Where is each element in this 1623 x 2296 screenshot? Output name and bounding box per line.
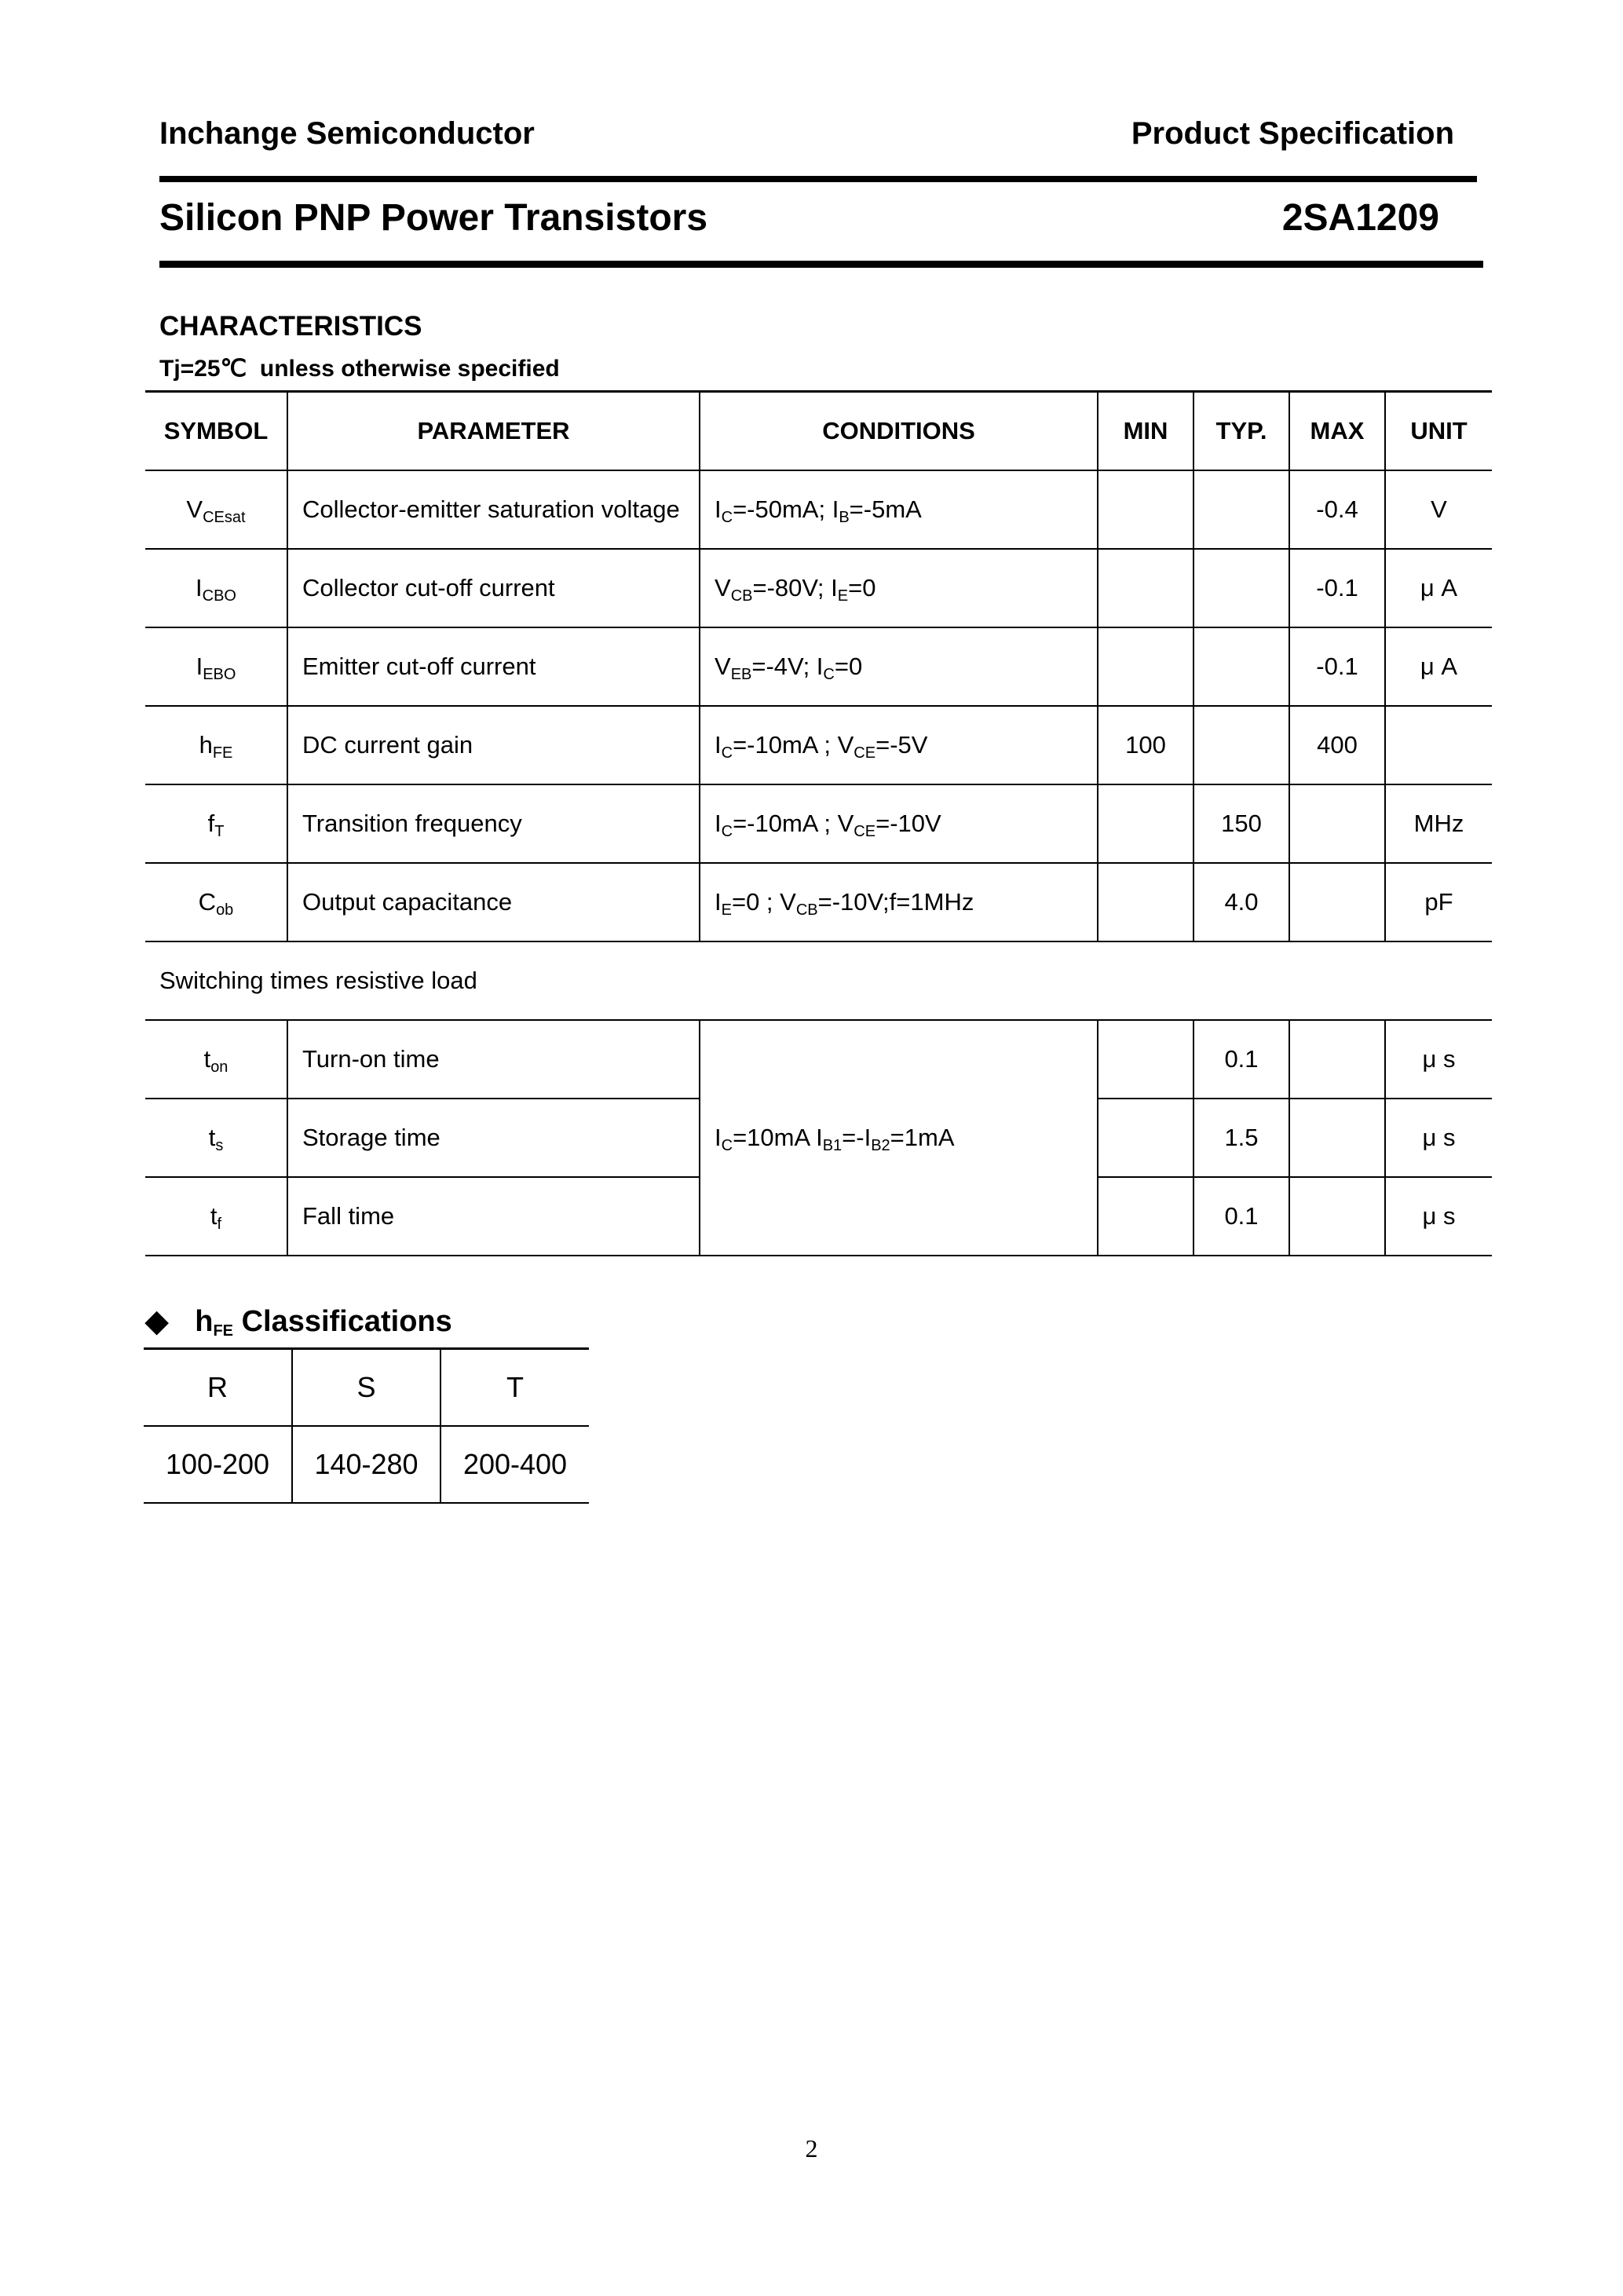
symbol-letter: V (186, 495, 203, 523)
condition-text: =1mA (890, 1124, 955, 1151)
symbol-letter: f (207, 810, 215, 837)
conditions-cell (700, 1020, 1098, 1256)
hfe-classifications-heading (145, 1303, 452, 1339)
column-header-unit: UNIT (1385, 392, 1492, 471)
temperature-condition: Tj=25℃ unless otherwise specified (159, 356, 560, 382)
hfe-class-r: R (144, 1349, 292, 1427)
max-cell (1289, 784, 1385, 863)
product-title: Silicon PNP Power Transistors (159, 197, 708, 239)
typ-cell: 0.1 (1193, 1020, 1289, 1099)
table-row (145, 627, 1492, 706)
parameter-cell: Output capacitance (287, 863, 700, 941)
condition-text: =-4V; I (751, 653, 824, 680)
condition-subscript: B1 (822, 1137, 843, 1154)
max-cell (1289, 1099, 1385, 1177)
unit-cell: μ A (1385, 627, 1492, 706)
hfe-range-row (144, 1426, 589, 1503)
hfe-title-symbol: h (195, 1305, 214, 1338)
hfe-range-t: 200-400 (440, 1426, 589, 1503)
symbol-letter: I (196, 574, 203, 601)
condition-text: =-10mA ; V (733, 810, 854, 837)
condition-text: I (715, 731, 722, 759)
characteristics-heading: CHARACTERISTICS (159, 311, 422, 342)
switching-label: Switching times resistive load (145, 941, 1492, 1020)
diamond-bullet-icon: ◆ (145, 1305, 169, 1338)
unit-cell: MHz (1385, 784, 1492, 863)
condition-text: I (715, 888, 722, 916)
typ-cell (1193, 470, 1289, 549)
condition-text: =-10V (875, 810, 941, 837)
column-header-symbol: SYMBOL (145, 392, 287, 471)
page-number: 2 (805, 2134, 818, 2163)
condition-subscript: C (823, 666, 835, 683)
company-name: Inchange Semiconductor (159, 116, 535, 151)
max-cell: -0.4 (1289, 470, 1385, 549)
document-type: Product Specification (1131, 116, 1454, 151)
parameter-cell: Fall time (287, 1177, 700, 1256)
min-cell (1098, 1099, 1193, 1177)
symbol-letter: h (199, 731, 213, 759)
max-cell (1289, 863, 1385, 941)
unit-cell: pF (1385, 863, 1492, 941)
symbol-cell (145, 784, 287, 863)
condition-text: =-I (842, 1124, 872, 1151)
symbol-letter: t (203, 1045, 211, 1073)
symbol-subscript: T (214, 823, 225, 840)
conditions-cell (700, 863, 1098, 941)
hfe-class-row (144, 1349, 589, 1427)
table-row (145, 470, 1492, 549)
condition-text: I (715, 495, 722, 523)
unit-cell: μ A (1385, 549, 1492, 627)
parameter-cell: Turn-on time (287, 1020, 700, 1099)
max-cell: 400 (1289, 706, 1385, 784)
hfe-class-s: S (292, 1349, 440, 1427)
symbol-cell (145, 470, 287, 549)
symbol-subscript: s (215, 1137, 224, 1154)
parameter-cell: Collector-emitter saturation voltage (287, 470, 700, 549)
min-cell (1098, 627, 1193, 706)
conditions-cell (700, 470, 1098, 549)
symbol-subscript: EBO (203, 666, 236, 683)
header-rule-bottom (159, 261, 1483, 268)
part-number: 2SA1209 (1281, 197, 1439, 239)
symbol-cell (145, 627, 287, 706)
symbol-cell (145, 1020, 287, 1099)
condition-text: =-5mA (849, 495, 922, 523)
condition-subscript: C (721, 744, 733, 762)
condition-text: =0 ; V (731, 888, 796, 916)
condition-text: =-50mA; I (733, 495, 839, 523)
condition-text: =-10mA ; V (733, 731, 854, 759)
conditions-cell (700, 627, 1098, 706)
column-header-parameter: PARAMETER (287, 392, 700, 471)
column-header-min: MIN (1098, 392, 1193, 471)
condition-subscript: B (839, 509, 850, 526)
unit-cell: V (1385, 470, 1492, 549)
condition-subscript: CB (730, 587, 753, 605)
parameter-cell: Collector cut-off current (287, 549, 700, 627)
min-cell (1098, 1177, 1193, 1256)
parameter-cell: Emitter cut-off current (287, 627, 700, 706)
symbol-letter: C (198, 888, 217, 916)
switching-label-row (145, 941, 1492, 1020)
typ-cell: 0.1 (1193, 1177, 1289, 1256)
unit-cell (1385, 706, 1492, 784)
min-cell (1098, 863, 1193, 941)
hfe-title-text: Classifications (233, 1305, 452, 1338)
hfe-range-r: 100-200 (144, 1426, 292, 1503)
parameter-cell: Transition frequency (287, 784, 700, 863)
hfe-class-t: T (440, 1349, 589, 1427)
condition-text: V (715, 574, 731, 601)
unit-cell: μ s (1385, 1020, 1492, 1099)
condition-subscript: E (721, 901, 732, 919)
condition-text: =0 (848, 574, 876, 601)
condition-text: =10mA I (733, 1124, 823, 1151)
symbol-subscript: f (217, 1216, 222, 1233)
table-row (145, 549, 1492, 627)
column-header-max: MAX (1289, 392, 1385, 471)
symbol-cell (145, 706, 287, 784)
condition-text: =-80V; I (752, 574, 838, 601)
parameter-cell: Storage time (287, 1099, 700, 1177)
symbol-subscript: on (210, 1058, 228, 1076)
symbol-cell (145, 863, 287, 941)
typ-cell: 150 (1193, 784, 1289, 863)
condition-subscript: B2 (871, 1137, 890, 1154)
condition-subscript: CE (854, 744, 876, 762)
symbol-letter: t (208, 1124, 216, 1151)
symbol-cell (145, 549, 287, 627)
unit-cell: μ s (1385, 1099, 1492, 1177)
header-rule-top (159, 176, 1477, 182)
table-row (145, 706, 1492, 784)
hfe-title-subscript: FE (213, 1322, 234, 1340)
typ-cell (1193, 706, 1289, 784)
table-row (145, 784, 1492, 863)
table-row (145, 863, 1492, 941)
condition-text: =-10V;f=1MHz (817, 888, 974, 916)
condition-subscript: E (837, 587, 849, 605)
typ-cell (1193, 627, 1289, 706)
min-cell (1098, 549, 1193, 627)
condition-subscript: EB (730, 666, 752, 683)
max-cell: -0.1 (1289, 627, 1385, 706)
max-cell (1289, 1177, 1385, 1256)
condition-subscript: CB (795, 901, 818, 919)
column-header-conditions: CONDITIONS (700, 392, 1098, 471)
typ-cell: 4.0 (1193, 863, 1289, 941)
condition-text: I (715, 1124, 722, 1151)
parameter-cell: DC current gain (287, 706, 700, 784)
symbol-subscript: ob (216, 901, 234, 919)
condition-subscript: CE (854, 823, 876, 840)
table-row (145, 1020, 1492, 1099)
conditions-cell (700, 706, 1098, 784)
symbol-cell (145, 1099, 287, 1177)
conditions-cell (700, 549, 1098, 627)
unit-cell: μ s (1385, 1177, 1492, 1256)
column-header-typ: TYP. (1193, 392, 1289, 471)
condition-subscript: C (721, 823, 733, 840)
max-cell (1289, 1020, 1385, 1099)
conditions-cell (700, 784, 1098, 863)
condition-text: =0 (834, 653, 863, 680)
typ-cell: 1.5 (1193, 1099, 1289, 1177)
symbol-subscript: CBO (202, 587, 236, 605)
hfe-classification-table (144, 1347, 589, 1504)
condition-subscript: C (721, 509, 733, 526)
condition-text: =-5V (875, 731, 928, 759)
max-cell: -0.1 (1289, 549, 1385, 627)
min-cell (1098, 470, 1193, 549)
symbol-letter: I (196, 653, 203, 680)
symbol-letter: t (210, 1202, 217, 1230)
hfe-range-s: 140-280 (292, 1426, 440, 1503)
min-cell: 100 (1098, 706, 1193, 784)
condition-text: I (715, 810, 722, 837)
characteristics-table (145, 390, 1492, 1256)
symbol-subscript: FE (212, 744, 233, 762)
typ-cell (1193, 549, 1289, 627)
symbol-cell (145, 1177, 287, 1256)
min-cell (1098, 1020, 1193, 1099)
table-header-row (145, 392, 1492, 471)
symbol-subscript: CEsat (203, 509, 246, 526)
min-cell (1098, 784, 1193, 863)
condition-subscript: C (721, 1137, 733, 1154)
condition-text: V (715, 653, 731, 680)
